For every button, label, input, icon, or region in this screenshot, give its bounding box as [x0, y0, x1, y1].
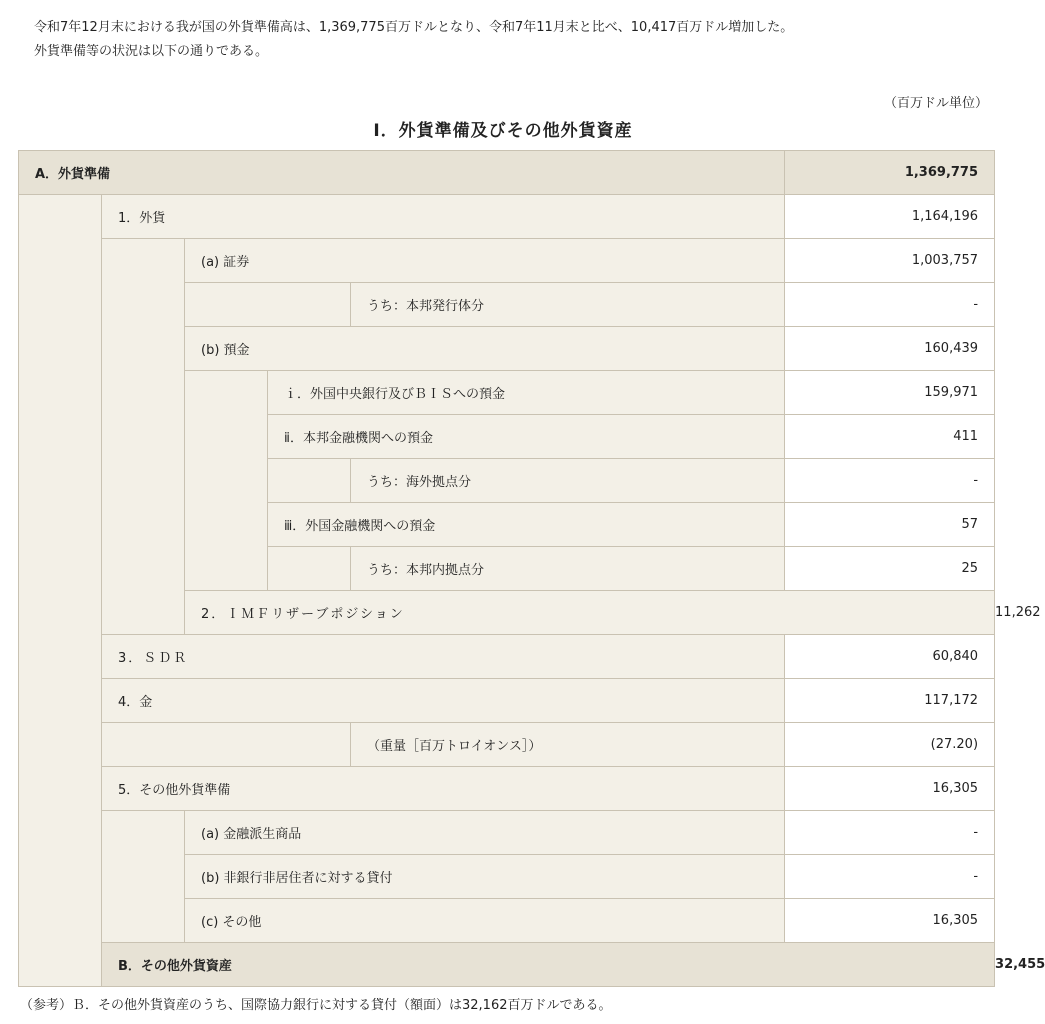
row-label-gold-weight: （重量［百万トロイオンス］） [351, 723, 785, 767]
table-row [19, 723, 995, 767]
row-value-gold-weight: (27.20) [785, 723, 995, 767]
row-label-loans-nonbank: (b) 非銀行非居住者に対する貸付 [185, 855, 785, 899]
row-value-sdr: 60,840 [785, 635, 995, 679]
row-label-derivatives: (a) 金融派生商品 [185, 811, 785, 855]
row-label-other-reserves: 5．その他外貨準備 [102, 767, 785, 811]
row-value-loans-nonbank: - [785, 855, 995, 899]
row-label-domestic-branches: うち：本邦内拠点分 [351, 547, 785, 591]
row-label-deposits-foreign-fi: ⅲ．外国金融機関への預金 [268, 503, 785, 547]
row-label-fx: 1．外貨 [102, 195, 785, 239]
row-label-deposits-domestic-fi: ⅱ．本邦金融機関への預金 [268, 415, 785, 459]
row-value-other-reserves: 16,305 [785, 767, 995, 811]
row-label-other: (c) その他 [185, 899, 785, 943]
row-label-imf-reserve-position: 2．ＩＭＦリザーブポジション [185, 591, 995, 635]
row-value-other: 16,305 [785, 899, 995, 943]
row-value-deposits-cb-bis: 159,971 [785, 371, 995, 415]
row-label-a: A．外貨準備 [19, 151, 785, 195]
intro-line-1: 令和7年12月末における我が国の外貨準備高は、1,369,775百万ドルとなり、令和7年11月末と比べ、10,417百万ドル増加した。 [34, 20, 794, 35]
row-value-deposits-domestic-fi: 411 [785, 415, 995, 459]
row-label-deposits: (b) 預金 [185, 327, 785, 371]
row-label-gold: 4．金 [102, 679, 785, 723]
row-value-deposits-foreign-fi: 57 [785, 503, 995, 547]
table-row: B．その他外貨資産 32,455 [19, 943, 995, 987]
table-row [19, 195, 995, 239]
row-label-securities: (a) 証券 [185, 239, 785, 283]
footnote: （参考）Ｂ．その他外貨資産のうち、国際協力銀行に対する貸付（額面）は32,162百万ドルである。 [20, 998, 612, 1013]
table-row [19, 767, 995, 811]
row-value-overseas-branches: - [785, 459, 995, 503]
intro-line-2: 外貨準備等の状況は以下の通りである。 [34, 44, 269, 59]
unit-label: （百万ドル単位） [883, 96, 988, 111]
row-label-securities-domestic: うち：本邦発行体分 [351, 283, 785, 327]
table-row: 2．ＩＭＦリザーブポジション 11,262 [19, 591, 995, 635]
intro-text [34, 16, 793, 64]
row-value-derivatives: - [785, 811, 995, 855]
row-label-deposits-cb-bis: ｉ．外国中央銀行及びＢＩＳへの預金 [268, 371, 785, 415]
row-value-fx: 1,164,196 [785, 195, 995, 239]
row-value-a: 1,369,775 [785, 151, 995, 195]
table-row [19, 635, 995, 679]
row-label-b: B．その他外貨資産 [102, 943, 995, 987]
row-value-domestic-branches: 25 [785, 547, 995, 591]
table-row [19, 239, 995, 283]
row-label-overseas-branches: うち：海外拠点分 [351, 459, 785, 503]
row-value-gold: 117,172 [785, 679, 995, 723]
row-value-deposits: 160,439 [785, 327, 995, 371]
reserves-table [18, 150, 1045, 987]
row-label-sdr: 3．ＳＤＲ [102, 635, 785, 679]
table-row [19, 679, 995, 723]
table-row [19, 811, 995, 855]
row-value-securities: 1,003,757 [785, 239, 995, 283]
row-value-securities-domestic: - [785, 283, 995, 327]
table-row [19, 151, 995, 195]
table-title: Ⅰ．外貨準備及びその他外貨資産 [373, 121, 633, 141]
